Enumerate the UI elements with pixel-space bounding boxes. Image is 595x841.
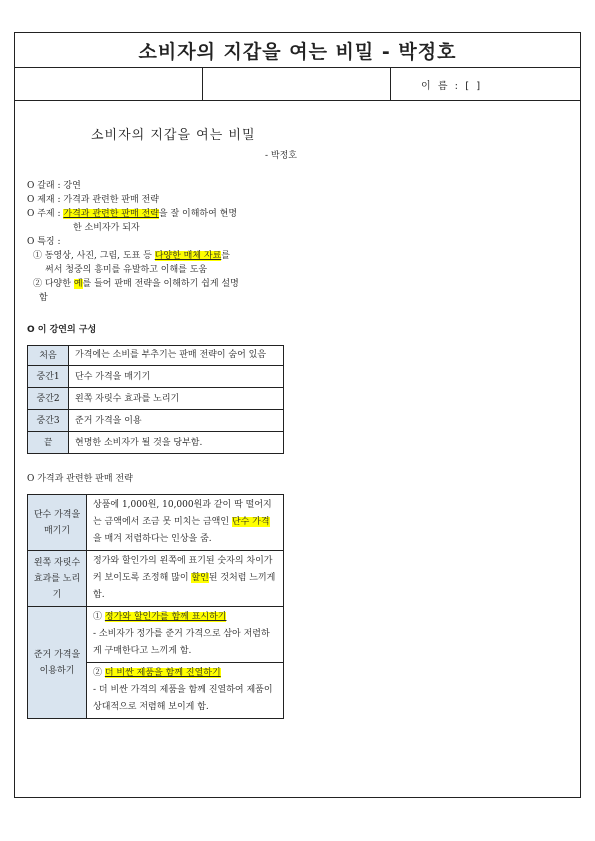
feature-1 [27,249,297,263]
doc-author: - 박정호 [265,151,297,161]
row-label: 중간2 [28,388,69,410]
strategy-label: 왼쪽 자릿수 효과를 노리기 [28,551,87,607]
left-digit-text-end: 된 것처럼 느끼게 함. [93,573,276,600]
point-2-highlight: 더 비싼 제품을 함께 진열하기 [104,668,221,678]
row-text: 현명한 소비자가 될 것을 당부함. [69,432,284,454]
worksheet [14,32,581,798]
row-text: 가격에는 소비를 부추기는 판매 전략이 숨어 있음 [69,346,284,366]
strategy-label: 단수 가격을 매기기 [28,495,87,551]
feature-1-highlight: 다양한 매체 자료 [154,251,222,261]
theme-highlight: 가격과 관련한 판매 전략 [63,209,159,219]
meta-genre: O 갈래 : 강연 [27,181,81,191]
point-2-text: - 더 비싼 가격의 제품을 함께 진열하여 제품이 상대적으로 저렴해 보이게 함. [93,685,273,712]
table-row [28,410,284,432]
strategy-text [87,495,284,551]
left-digit-text: 정가와 할인가의 왼쪽에 표기된 숫자의 차이가 커 보이도록 조정해 많이 [93,556,273,583]
table-row [28,551,284,607]
feature-1-text: ① 동영상, 사진, 그림, 도표 등 [33,251,155,261]
theme-prefix: O 주제 : [27,209,64,219]
row-text: 왼쪽 자릿수 효과를 노리기 [69,388,284,410]
name-field[interactable]: 이 름 : [ ] [421,80,483,92]
table-row [28,388,284,410]
doc-title: 소비자의 지갑을 여는 비밀 [91,128,256,143]
table-row [28,607,284,663]
strategy-label: 준거 가격을 이용하기 [28,607,87,719]
theme-suffix: 을 잘 이해하여 현명 [158,209,238,219]
strategy-point-2 [87,663,284,719]
row-label: 끝 [28,432,69,454]
strategy-text [87,551,284,607]
row-text: 준거 가격을 이용 [69,410,284,432]
strategies-heading: O 가격과 관련한 판매 전략 [27,474,133,484]
row-label: 처음 [28,346,69,366]
page-title: 소비자의 지갑을 여는 비밀 - 박정호 [15,33,580,68]
odd-highlight: 단수 가격 [231,517,270,527]
feature-2-highlight: 예 [73,279,83,289]
meta-theme [27,207,297,221]
info-cell-blank-1 [15,68,203,100]
table-row [28,432,284,454]
feature-2-text: ② 다양한 [33,279,74,289]
feature-2-line2: 함 [39,293,48,303]
structure-table [27,345,284,454]
odd-text: 상품에 1,000원, 10,000원과 같이 딱 떨어지는 금액에서 조금 못 미치는 금액인 [93,500,272,527]
point-1-highlight: 정가와 할인가를 함께 표시하기 [104,612,227,622]
table-row [28,366,284,388]
feature-2 [27,277,297,291]
row-text: 단수 가격을 매기기 [69,366,284,388]
point-1-text: - 소비자가 정가를 준거 가격으로 삼아 저렴하게 구매한다고 느끼게 함. [93,629,270,656]
row-label: 중간1 [28,366,69,388]
table-row [28,495,284,551]
feature-1-suffix: 를 [221,251,230,261]
feature-1-line2: 써서 청중의 흥미를 유발하고 이해를 도움 [45,265,208,275]
strategies-table [27,494,284,719]
info-cell-blank-2 [203,68,391,100]
structure-heading: O 이 강연의 구성 [27,325,97,335]
table-row [28,346,284,366]
meta-subject: O 제재 : 가격과 관련한 판매 전략 [27,195,159,205]
meta-theme-line2: 한 소비자가 되자 [73,223,140,233]
row-label: 중간3 [28,410,69,432]
strategy-point-1 [87,607,284,663]
odd-text-end: 을 매겨 저렴하다는 인상을 줌. [93,534,212,544]
point-1-num: ① [93,612,105,622]
left-digit-highlight: 할인 [191,573,209,583]
info-row [15,68,580,101]
document-content [27,129,297,719]
feature-2-suffix: 를 들어 판매 전략을 이해하기 쉽게 설명 [82,279,239,289]
meta-feature: O 특징 : [27,237,61,247]
point-2-num: ② [93,668,105,678]
